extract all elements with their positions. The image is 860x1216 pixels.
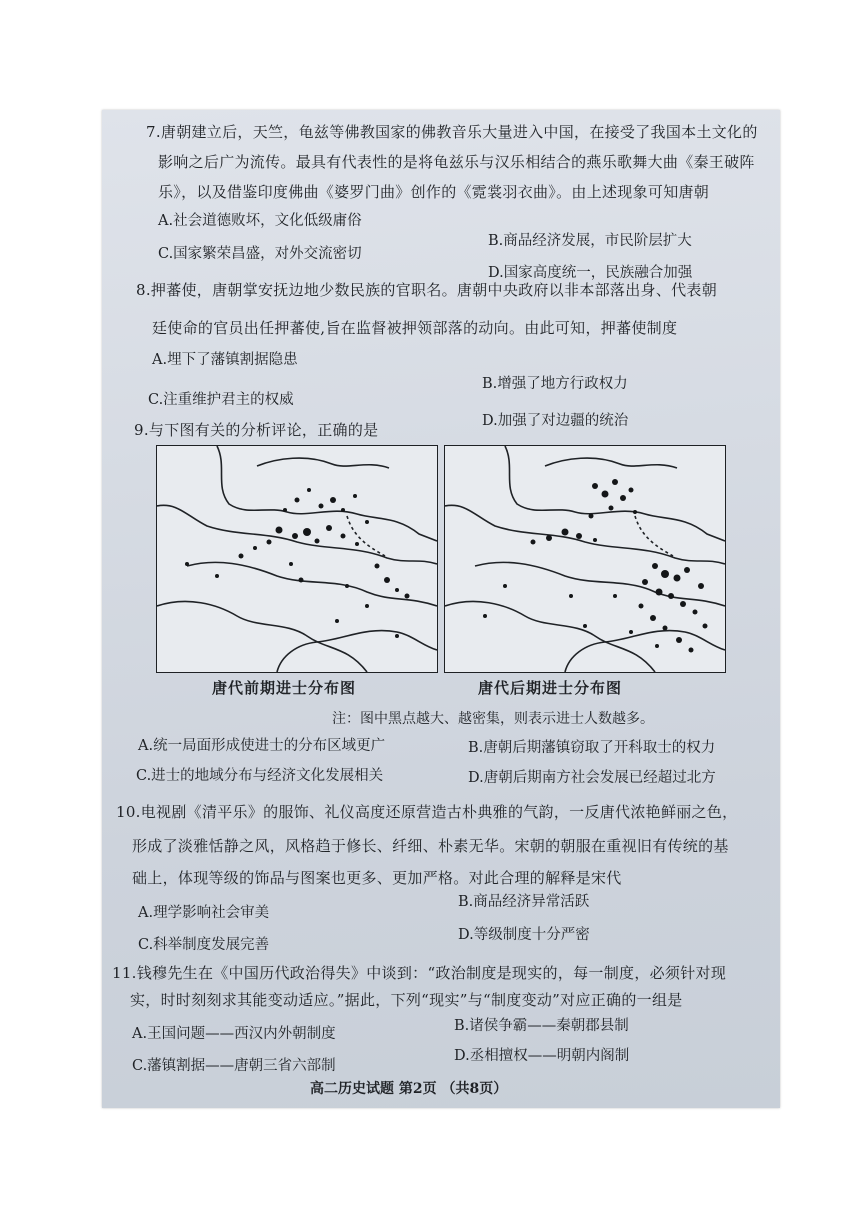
q9-option-c: C.进士的地域分布与经济文化发展相关 xyxy=(136,768,384,784)
q8-option-c: C.注重维护君主的权威 xyxy=(148,392,294,408)
q9-option-d: D.唐朝后期南方社会发展已经超过北方 xyxy=(468,770,716,786)
q8-option-b: B.增强了地方行政权力 xyxy=(482,376,628,392)
q10-option-a: A.理学影响社会审美 xyxy=(138,905,270,921)
map-note: 注：图中黑点越大、越密集，则表示进士人数越多。 xyxy=(332,711,654,727)
map-late-tang xyxy=(444,445,726,673)
q8-option-d: D.加强了对边疆的统治 xyxy=(482,413,629,429)
q10-stem-line-3: 础上，体现等级的饰品与图案也更多、更加严格。对此合理的解释是宋代 xyxy=(132,869,622,887)
q7-option-b: B.商品经济发展，市民阶层扩大 xyxy=(488,233,692,249)
map-late-tang-caption: 唐代后期进士分布图 xyxy=(478,679,623,697)
q11-option-c: C.藩镇割据——唐朝三省六部制 xyxy=(132,1058,336,1074)
page-footer: 高二历史试题 第2页 （共8页） xyxy=(310,1081,508,1097)
late-tang-map-drawing xyxy=(445,446,725,672)
early-tang-map-drawing xyxy=(157,446,437,672)
map-early-tang xyxy=(156,445,438,673)
q11-option-b: B.诸侯争霸——秦朝郡县制 xyxy=(454,1018,629,1034)
q10-option-d: D.等级制度十分严密 xyxy=(458,927,590,943)
q9-option-b: B.唐朝后期藩镇窃取了开科取士的权力 xyxy=(468,740,716,756)
q10-option-b: B.商品经济异常活跃 xyxy=(458,894,590,910)
q9-stem: 9.与下图有关的分析评论，正确的是 xyxy=(134,421,379,439)
exam-page xyxy=(102,110,780,1108)
q11-stem-line-1: 11.钱穆先生在《中国历代政治得失》中谈到：“政治制度是现实的，每一制度，必须针对现 xyxy=(112,964,727,982)
q7-stem-line-1: 7.唐朝建立后，天竺，龟兹等佛教国家的佛教音乐大量进入中国，在接受了我国本土文化的 xyxy=(146,123,758,141)
q8-stem-line-1: 8.押蕃使，唐朝掌安抚边地少数民族的官职名。唐朝中央政府以非本部落出身、代表朝 xyxy=(136,281,718,299)
q10-stem-line-2: 形成了淡雅恬静之风，风格趋于修长、纤细、朴素无华。宋朝的朝服在重视旧有传统的基 xyxy=(132,837,729,855)
q8-option-a: A.埋下了藩镇割据隐患 xyxy=(152,352,298,368)
q9-option-a: A.统一局面形成使进士的分布区域更广 xyxy=(138,738,386,754)
q8-stem-line-2: 廷使命的官员出任押蕃使,旨在监督被押领部落的动向。由此可知，押蕃使制度 xyxy=(152,319,678,337)
q10-option-c: C.科举制度发展完善 xyxy=(138,937,270,953)
q11-option-a: A.王国问题——西汉内外朝制度 xyxy=(132,1026,336,1042)
q11-option-d: D.丞相擅权——明朝内阁制 xyxy=(454,1048,630,1064)
q7-option-a: A.社会道德败坏，文化低级庸俗 xyxy=(158,213,362,229)
q11-stem-line-2: 实，时时刻刻求其能变动适应。”据此，下列“现实”与“制度变动”对应正确的一组是 xyxy=(130,991,683,1009)
q7-stem-line-3: 乐》，以及借鉴印度佛曲《婆罗门曲》创作的《霓裳羽衣曲》。由上述现象可知唐朝 xyxy=(158,183,710,201)
q10-stem-line-1: 10.电视剧《清平乐》的服饰、礼仪高度还原营造古朴典雅的气韵，一反唐代浓艳鲜丽之色， xyxy=(116,803,738,821)
q7-stem-line-2: 影响之后广为流传。最具有代表性的是将龟兹乐与汉乐相结合的燕乐歌舞大曲《秦王破阵 xyxy=(158,153,755,171)
q7-option-d: D.国家高度统一，民族融合加强 xyxy=(488,265,693,281)
q7-option-c: C.国家繁荣昌盛，对外交流密切 xyxy=(158,246,362,262)
map-early-tang-caption: 唐代前期进士分布图 xyxy=(212,679,357,697)
